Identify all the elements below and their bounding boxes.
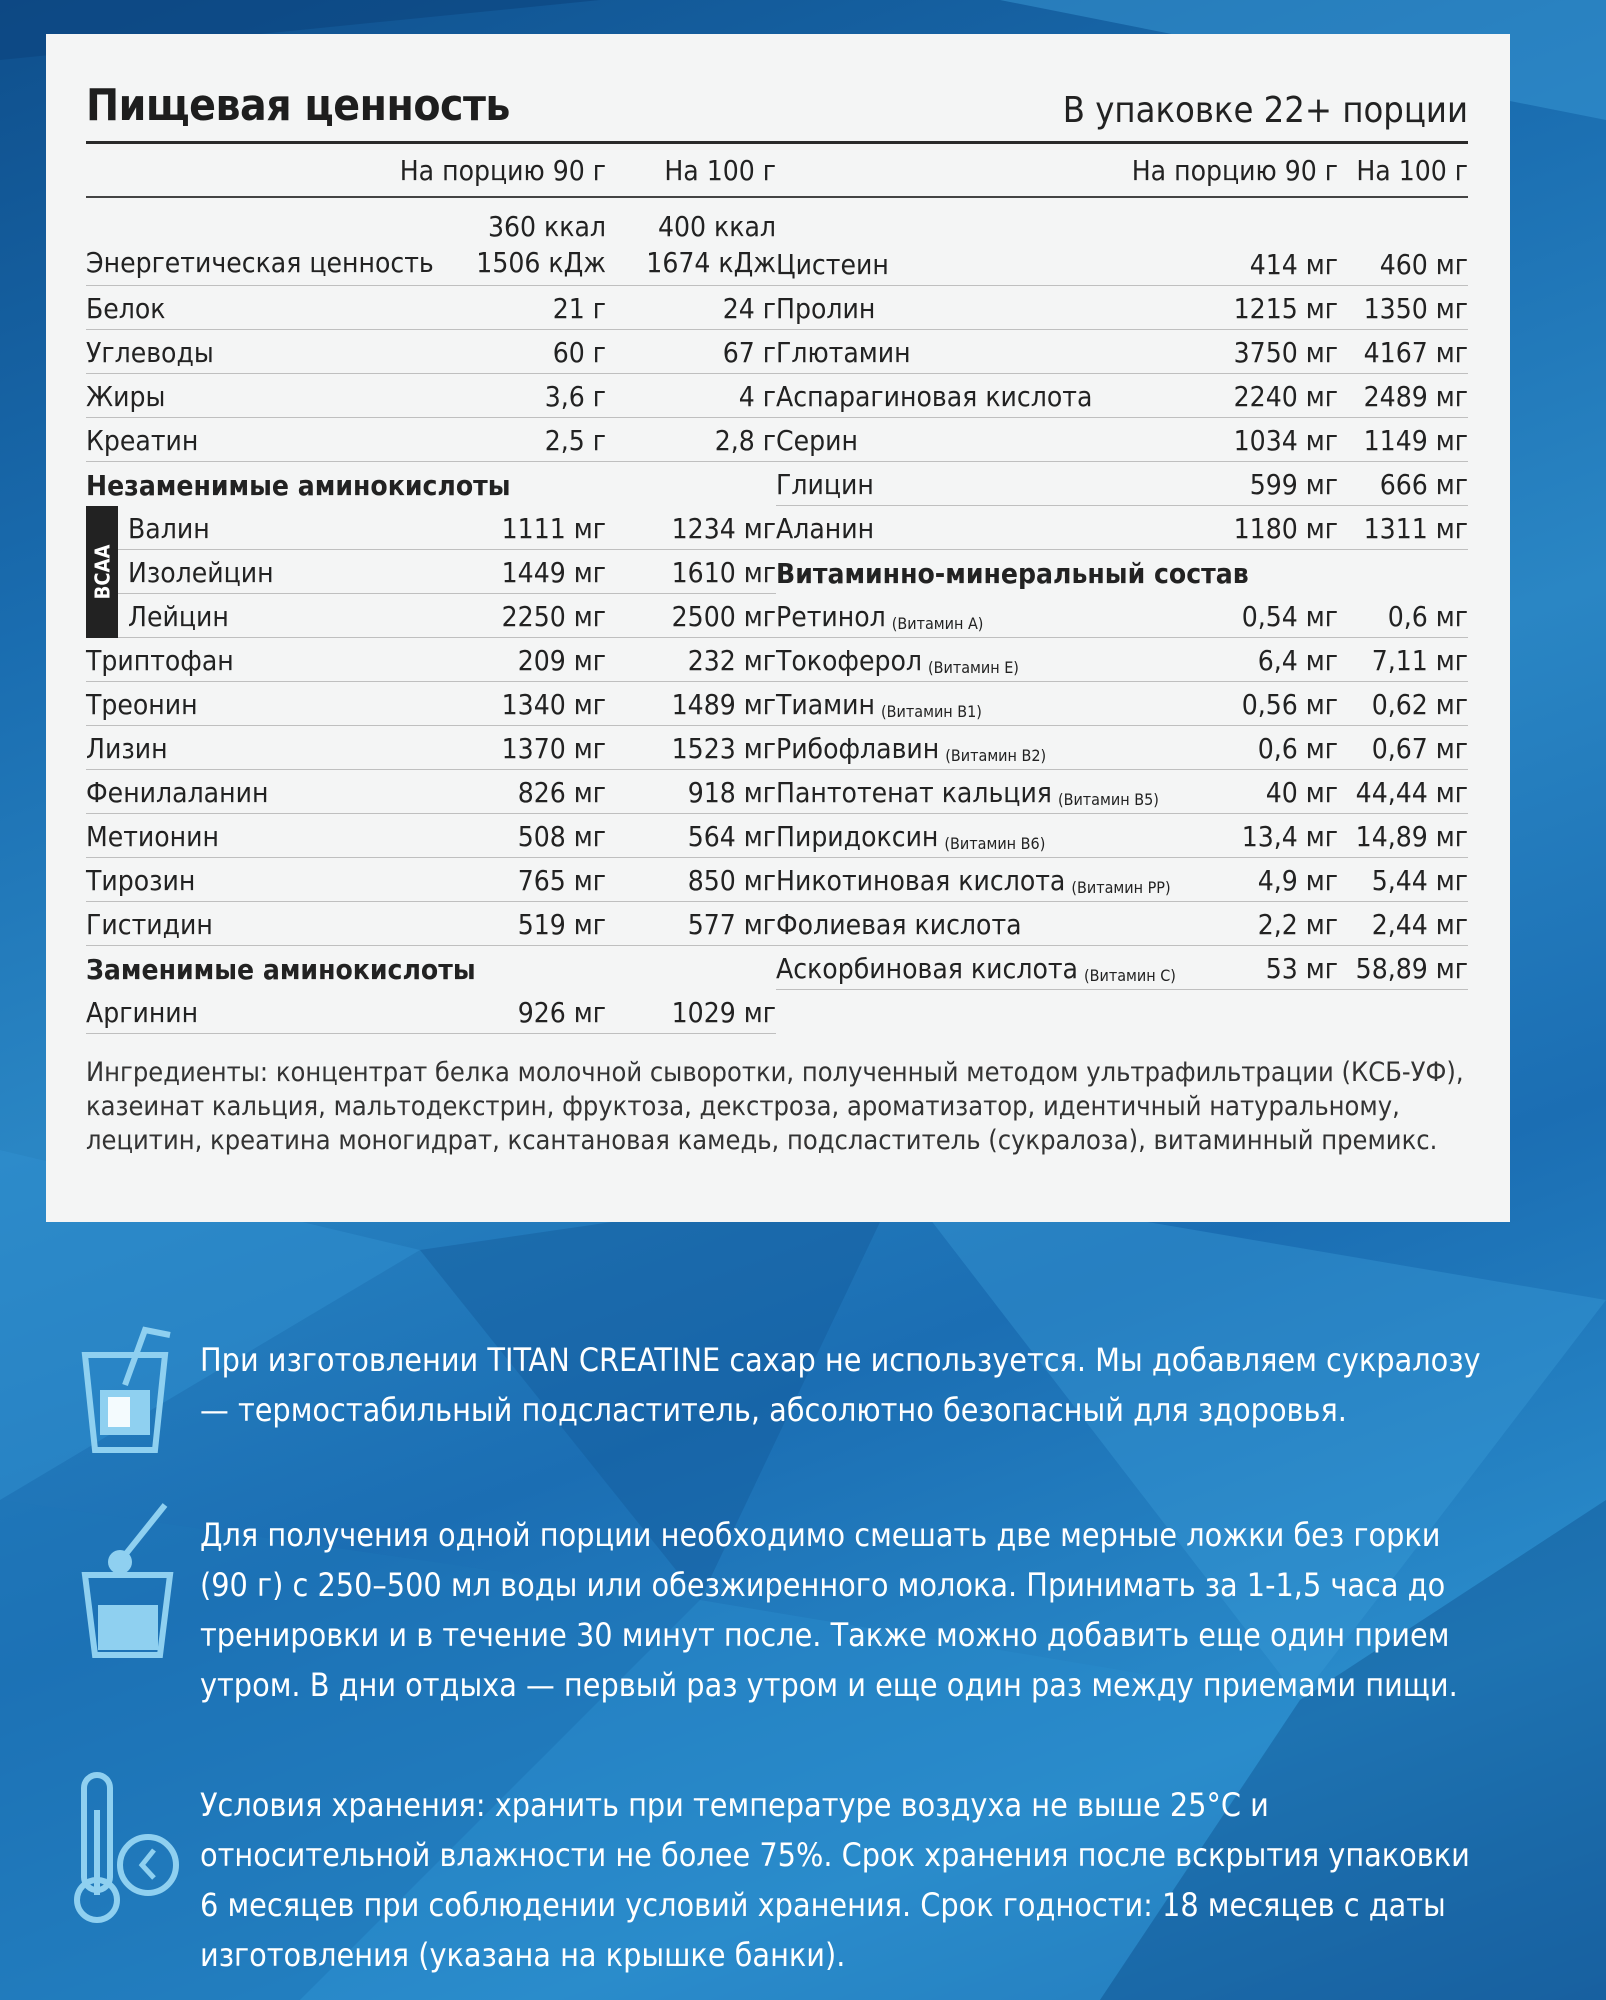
essential-amino-row <box>86 726 776 770</box>
value-per-100: 1610 мг <box>671 556 776 589</box>
amino-row <box>776 374 1468 418</box>
amino-row <box>776 330 1468 374</box>
nutrient-name: Гистидин <box>86 908 213 941</box>
value-per-100: 2489 мг <box>1363 380 1468 413</box>
nonessential-title: Заменимые аминокислоты <box>86 953 476 986</box>
value-per-serving: 1215 мг <box>1233 292 1338 325</box>
value-per-serving: 1449 мг <box>501 556 606 589</box>
vitamin-row <box>776 946 1468 990</box>
nutrient-name: Токоферол <box>776 644 922 677</box>
vitamin-row <box>776 638 1468 682</box>
value-per-100: 0,67 мг <box>1371 732 1468 765</box>
value-per-100: 2,44 мг <box>1371 908 1468 941</box>
nutrient-name: Жиры <box>86 380 166 413</box>
value-per-serving: 1370 мг <box>501 732 606 765</box>
value-per-serving: 60 г <box>552 336 606 369</box>
vitamin-row <box>776 770 1468 814</box>
value-per-100: 7,11 мг <box>1371 644 1468 677</box>
value-per-serving: 0,6 мг <box>1257 732 1338 765</box>
nutrient-name: Пролин <box>776 292 876 325</box>
value-per-100: 1311 мг <box>1363 512 1468 545</box>
nutrient-name: Никотиновая кислота <box>776 864 1066 897</box>
value-per-100: 918 мг <box>687 776 776 809</box>
value-per-100: 14,89 мг <box>1355 820 1468 853</box>
nutrition-panel <box>46 34 1510 1222</box>
nutrient-name: Аспарагиновая кислота <box>776 380 1093 413</box>
value-per-100: 58,89 мг <box>1355 952 1468 985</box>
value-per-serving: 826 мг <box>517 776 606 809</box>
amino-row <box>776 286 1468 330</box>
value-per-100: 577 мг <box>687 908 776 941</box>
value-per-100: 0,62 мг <box>1371 688 1468 721</box>
value-per-100: 1523 мг <box>671 732 776 765</box>
vitamin-note: (Витамин В6) <box>944 834 1046 853</box>
per-serving-header-right: На порцию 90 г <box>1131 153 1338 187</box>
value-per-serving: 40 мг <box>1265 776 1338 809</box>
nutrient-name: Аланин <box>776 512 875 545</box>
value-per-100: 666 мг <box>1379 468 1468 501</box>
nutrient-name: Изолейцин <box>128 556 274 589</box>
essential-list <box>86 638 776 946</box>
value-per-100: 460 мг <box>1379 248 1468 281</box>
nutrient-name: Тиамин <box>776 688 876 721</box>
usage-info: Для получения одной порции необходимо смешать две мерные ложки без горки (90 г) с 250–500 мл воды или обезжиренного молока. Принимать за 1-1,5 часа до тренировки и в течение 30 минут после. Также можно добавить еще один прием утром. В дни отдыха — первый раз утром и еще один раз между приемами пищи. <box>200 1516 1458 1704</box>
right-column <box>776 144 1468 1034</box>
energy-label: Энергетическая ценность <box>86 246 434 279</box>
nutrient-name: Ретинол <box>776 600 886 633</box>
value-per-serving: 3750 мг <box>1233 336 1338 369</box>
ingredients-text: Ингредиенты: концентрат белка молочной сыворотки, полученный методом ультрафильтрации (КСБ-УФ), казеинат кальция, мальтодекстрин, фруктоза, декстроза, ароматизатор, идентичный натуральному, лецитин, креатина моногидрат, ксантановая камедь, подсластитель (сукралоза), витаминный премикс. <box>86 1057 1464 1156</box>
value-per-serving: 765 мг <box>517 864 606 897</box>
nutrient-name: Углеводы <box>86 336 214 369</box>
nonessential-list <box>86 990 776 1034</box>
value-per-serving: 21 г <box>552 292 606 325</box>
scoop-glass-icon <box>70 1500 190 1660</box>
value-per-serving: 926 мг <box>517 996 606 1029</box>
nutrient-name: Цистеин <box>776 248 889 281</box>
vitamin-row <box>776 902 1468 946</box>
nutrient-name: Фенилаланин <box>86 776 269 809</box>
vitamin-row <box>776 726 1468 770</box>
essential-amino-row <box>86 858 776 902</box>
storage-info: Условия хранения: хранить при температуре воздуха не выше 25°С и относительной влажности не более 75%. Срок хранения после вскрытия упаковки 6 месяцев при соблюдении условий хранения. Срок годности: 18 месяцев с даты изготовления (указана на крышке банки). <box>200 1786 1470 1974</box>
essential-amino-row <box>86 638 776 682</box>
bcaa-block <box>86 506 776 638</box>
panel-title: Пищевая ценность <box>86 80 510 131</box>
bcaa-row <box>86 506 776 550</box>
macro-row <box>86 330 776 374</box>
nutrient-name: Рибофлавин <box>776 732 940 765</box>
nutrient-name: Треонин <box>86 688 198 721</box>
value-per-100: 1149 мг <box>1363 424 1468 457</box>
nutrient-name: Лизин <box>86 732 168 765</box>
value-per-100: 44,44 мг <box>1355 776 1468 809</box>
value-per-100: 24 г <box>722 292 776 325</box>
value-per-100: 4 г <box>738 380 776 413</box>
value-per-100: 1234 мг <box>671 512 776 545</box>
macro-row <box>86 286 776 330</box>
macro-row <box>86 374 776 418</box>
amino-row <box>776 506 1468 550</box>
panel-header <box>86 80 1468 131</box>
value-per-100: 2,8 г <box>714 424 776 457</box>
value-per-serving: 519 мг <box>517 908 606 941</box>
thermometer-clock-icon <box>70 1770 190 1930</box>
vitamin-note: (Витамин Е) <box>927 658 1019 677</box>
value-per-serving: 3,6 г <box>544 380 606 413</box>
value-per-100: 232 мг <box>687 644 776 677</box>
glass-thumbs-up-icon <box>70 1325 180 1455</box>
right-column-head <box>776 144 1468 198</box>
vitamin-note: (Витамин С) <box>1083 966 1176 985</box>
value-per-serving: 2,2 мг <box>1257 908 1338 941</box>
nutrient-name: Креатин <box>86 424 199 457</box>
vitamin-note: (Витамин В5) <box>1057 790 1159 809</box>
nutrient-name: Аскорбиновая кислота <box>776 952 1078 985</box>
macro-row <box>86 418 776 462</box>
value-per-serving: 2,5 г <box>544 424 606 457</box>
nutrient-name: Тирозин <box>86 864 196 897</box>
value-per-serving: 0,54 мг <box>1241 600 1338 633</box>
value-per-serving: 2250 мг <box>501 600 606 633</box>
macros-list <box>86 286 776 462</box>
amino-row <box>776 242 1468 286</box>
value-per-100: 0,6 мг <box>1387 600 1468 633</box>
per-serving-header: На порцию 90 г <box>399 153 606 187</box>
vitamins-title-row <box>776 550 1468 594</box>
nutrient-name: Глютамин <box>776 336 911 369</box>
essential-amino-row <box>86 902 776 946</box>
value-per-serving: 1340 мг <box>501 688 606 721</box>
bcaa-row <box>86 594 776 638</box>
left-column-head <box>86 144 776 198</box>
essential-title: Незаменимые аминокислоты <box>86 469 511 502</box>
value-per-serving: 599 мг <box>1249 468 1338 501</box>
value-per-serving: 53 мг <box>1265 952 1338 985</box>
value-per-100: 564 мг <box>687 820 776 853</box>
value-per-100: 67 г <box>722 336 776 369</box>
energy-per-100: 400 ккал 1674 кДж <box>646 210 776 279</box>
nutrient-name: Лейцин <box>128 600 229 633</box>
per-100-header-right: На 100 г <box>1356 153 1468 187</box>
energy-row <box>86 198 776 286</box>
nutrient-name: Белок <box>86 292 166 325</box>
value-per-serving: 1111 мг <box>501 512 606 545</box>
value-per-serving: 1034 мг <box>1233 424 1338 457</box>
nonessential-title-row <box>86 946 776 990</box>
value-per-serving: 508 мг <box>517 820 606 853</box>
essential-amino-row <box>86 770 776 814</box>
nutrition-columns <box>86 144 1468 1034</box>
bcaa-row <box>86 550 776 594</box>
nutrient-name: Валин <box>128 512 210 545</box>
value-per-100: 4167 мг <box>1363 336 1468 369</box>
vitamin-row <box>776 594 1468 638</box>
vitamin-note: (Витамин А) <box>891 614 984 633</box>
value-per-100: 2500 мг <box>671 600 776 633</box>
value-per-100: 1350 мг <box>1363 292 1468 325</box>
nutrient-name: Пантотенат кальция <box>776 776 1052 809</box>
vitamin-note: (Витамин РР) <box>1071 878 1171 897</box>
value-per-100: 5,44 мг <box>1371 864 1468 897</box>
amino-list <box>776 242 1468 550</box>
amino-row <box>776 418 1468 462</box>
left-column <box>86 144 776 1034</box>
vitamin-row <box>776 814 1468 858</box>
sugar-info: При изготовлении TITAN CREATINE сахар не используется. Мы добавляем сукралозу — термостабильный подсластитель, абсолютно безопасный для здоровья. <box>200 1341 1481 1429</box>
essential-amino-row <box>86 814 776 858</box>
nutrient-name: Метионин <box>86 820 219 853</box>
bcaa-tag: BCAA <box>86 506 118 638</box>
value-per-100: 1489 мг <box>671 688 776 721</box>
value-per-serving: 6,4 мг <box>1257 644 1338 677</box>
value-per-serving: 4,9 мг <box>1257 864 1338 897</box>
nutrient-name: Фолиевая кислота <box>776 908 1022 941</box>
nonessential-amino-row <box>86 990 776 1034</box>
essential-title-row <box>86 462 776 506</box>
vitamins-list <box>776 594 1468 990</box>
per-100-header: На 100 г <box>664 153 776 187</box>
vitamins-title: Витаминно-минеральный состав <box>776 557 1249 590</box>
value-per-serving: 13,4 мг <box>1241 820 1338 853</box>
energy-per-serving: 360 ккал 1506 кДж <box>476 210 606 279</box>
nutrient-name: Серин <box>776 424 858 457</box>
vitamin-row <box>776 858 1468 902</box>
vitamin-note: (Витамин В2) <box>945 746 1047 765</box>
vitamin-row <box>776 682 1468 726</box>
nutrient-name: Пиридоксин <box>776 820 939 853</box>
pack-servings: В упаковке 22+ порции <box>1062 90 1468 131</box>
value-per-100: 850 мг <box>687 864 776 897</box>
essential-amino-row <box>86 682 776 726</box>
nutrient-name: Глицин <box>776 468 874 501</box>
value-per-serving: 209 мг <box>517 644 606 677</box>
nutrient-name: Аргинин <box>86 996 199 1029</box>
vitamin-note: (Витамин В1) <box>881 702 982 721</box>
value-per-serving: 0,56 мг <box>1241 688 1338 721</box>
value-per-100: 1029 мг <box>671 996 776 1029</box>
value-per-serving: 414 мг <box>1249 248 1338 281</box>
value-per-serving: 1180 мг <box>1233 512 1338 545</box>
nutrient-name: Триптофан <box>86 644 234 677</box>
value-per-serving: 2240 мг <box>1233 380 1338 413</box>
amino-row <box>776 462 1468 506</box>
